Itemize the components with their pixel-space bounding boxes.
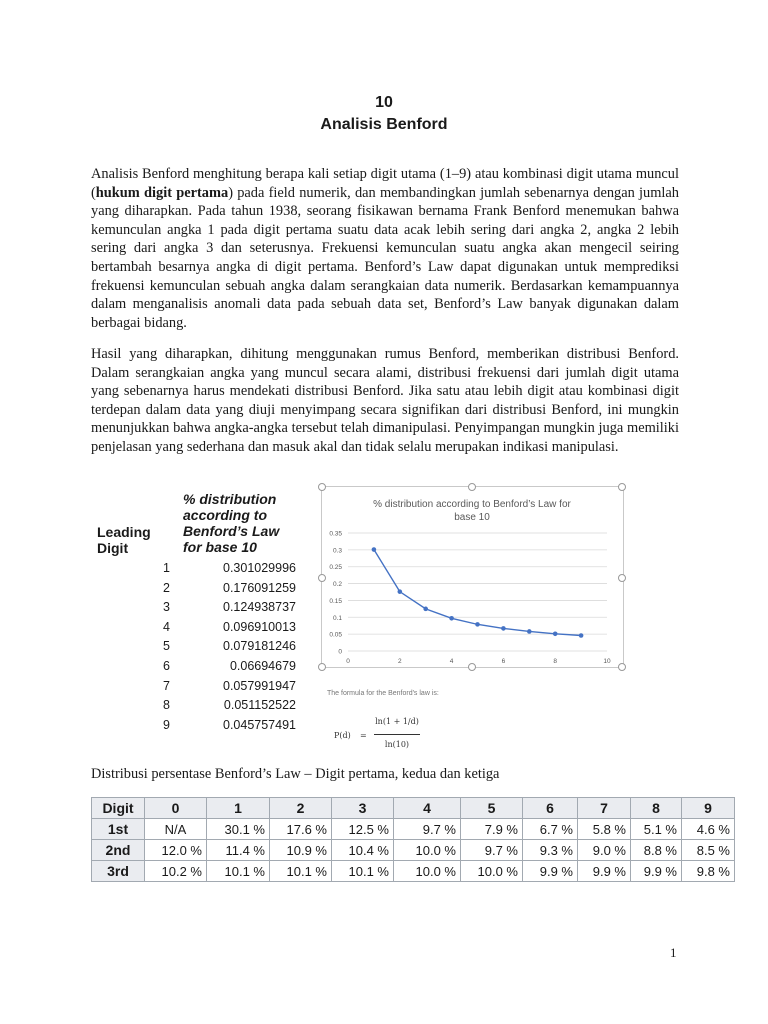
chart-title-line-1: % distribution according to Benford’s Law for <box>373 499 571 510</box>
data-point <box>423 607 428 612</box>
table-cell: 9.9 % <box>523 861 578 882</box>
table-header-row <box>92 798 735 819</box>
formula-caption: The formula for the Benford's law is: <box>327 690 439 697</box>
benford-probability: 0.096910013 <box>223 619 296 634</box>
row-label: 3rd <box>92 861 145 882</box>
data-point <box>475 622 480 627</box>
table-header-cell: 6 <box>523 798 578 819</box>
table-row <box>92 840 735 861</box>
leading-digit: 6 <box>163 659 170 673</box>
chart-resize-handle[interactable] <box>318 574 326 582</box>
page-number: 1 <box>670 945 677 960</box>
table-row <box>92 819 735 840</box>
y-tick-label: 0.35 <box>329 530 342 538</box>
leading-digit-header <box>97 524 151 556</box>
formula-denominator: ln(10) <box>384 740 410 749</box>
leading-digit: 3 <box>163 600 170 615</box>
distribution-header-line: according to <box>183 507 268 523</box>
table-header-cell: Digit <box>92 798 145 819</box>
benford-chart[interactable] <box>321 486 624 668</box>
table-cell: 12.5 % <box>332 819 394 840</box>
leading-digit-row <box>150 620 296 640</box>
leading-digit: 9 <box>163 717 170 732</box>
paragraph-expected: Hasil yang diharapkan, dihitung menggunakan rumus Benford, memberikan distribusi Benford. Dalam serangkaian angka yang muncul secara alami, distribusi frekuensi dari jumlah digit utama yang sebenarnya harus mendekati distribusi Benford. Jika satu atau lebih digit atau kombinasi digit terdepan dalam data yang diuji menyimpang secara signifikan dari distribusi Benford, ini mungkin menunjukkan bahwa angka-angka tersebut telah dimanipulasi. Penyimpangan mungkin juga memiliki penjelasan yang sederhana dan masuk akal dan tidak selalu merupakan indikasi manipulasi. <box>91 346 679 455</box>
formula-lhs: P(d) <box>334 731 351 740</box>
table-header-cell: 5 <box>461 798 523 819</box>
benford-probability: 0.124938737 <box>223 600 296 615</box>
leading-digit: 1 <box>163 561 170 575</box>
table-cell: 17.6 % <box>270 819 332 840</box>
leading-digit-row <box>150 639 296 659</box>
table-cell: 9.0 % <box>578 840 631 861</box>
table-header-cell: 9 <box>682 798 735 819</box>
table-cell: 9.3 % <box>523 840 578 861</box>
y-tick-label: 0 <box>338 648 342 656</box>
data-point <box>372 547 377 552</box>
leading-digit-row <box>150 659 296 679</box>
row-label: 1st <box>92 819 145 840</box>
table-cell: 9.7 % <box>394 819 461 840</box>
distribution-header-line: % distribution <box>183 491 277 507</box>
formula-equals: = <box>360 731 367 740</box>
benford-probability: 0.301029996 <box>223 561 296 575</box>
chapter-number: 10 <box>375 94 393 111</box>
leading-digit: 4 <box>163 619 170 634</box>
table-cell: 5.8 % <box>578 819 631 840</box>
leading-digit-row <box>150 718 296 738</box>
data-point <box>398 589 403 594</box>
benford-probability: 0.176091259 <box>223 580 296 595</box>
table-cell: 10.0 % <box>394 840 461 861</box>
chart-resize-handle[interactable] <box>318 483 326 491</box>
data-point <box>501 626 506 631</box>
x-tick-label: 8 <box>553 658 558 665</box>
digit-distribution-table <box>91 797 735 882</box>
table-cell: 10.1 % <box>332 861 394 882</box>
benford-probability: 0.06694679 <box>229 659 296 673</box>
data-point <box>527 629 532 634</box>
y-tick-label: 0.2 <box>332 581 342 589</box>
chart-resize-handle[interactable] <box>618 574 626 582</box>
leading-digit-row <box>150 698 296 718</box>
data-point <box>449 616 454 621</box>
table-cell: 10.0 % <box>461 861 523 882</box>
distribution-header-line: Benford’s Law <box>183 523 280 539</box>
table-header-cell: 1 <box>207 798 270 819</box>
chart-resize-handle[interactable] <box>468 663 476 671</box>
paragraph-intro <box>91 165 679 332</box>
table-cell: 5.1 % <box>631 819 682 840</box>
table-cell: 12.0 % <box>145 840 207 861</box>
x-tick-label: 10 <box>603 658 611 665</box>
formula-numerator: ln(1 + 1/d) <box>375 717 419 726</box>
x-tick-label: 4 <box>449 658 454 665</box>
data-point <box>553 632 558 637</box>
benford-probability: 0.051152522 <box>223 698 296 713</box>
para1-part2: ) pada field numerik, dan membandingkan jumlah sebenarnya dengan jumlah yang diharapkan. Pada tahun 1938, seorang fisikawan bernama Frank Benford menemukan bahwa kemunculan angka 1 pada digit pertama suatu data acak lebih sering dari angka 2, angka 2 lebih sering dari angka 3 dan seterusnya. Frekuensi kemunculan suatu angka akan mengecil seiring bertambah besarnya angka di digit pertama. Benford’s Law dapat digunakan untuk memprediksi frekuensi kemunculan sebuah angka dalam serangkaian data numerik. Berdasarkan kemampuannya dalam menganalisis anomali data pada sebuah data set, Benford’s Law banyak digunakan dalam berbagai bidang. <box>91 184 679 331</box>
chapter-title: Analisis Benford <box>320 116 448 133</box>
leading-digit: 7 <box>163 678 170 693</box>
chart-title-line-2: base 10 <box>454 512 490 523</box>
table-cell: 8.5 % <box>682 840 735 861</box>
benford-probability: 0.057991947 <box>223 678 296 693</box>
y-tick-label: 0.15 <box>329 597 342 605</box>
table-header-cell: 0 <box>145 798 207 819</box>
chart-resize-handle[interactable] <box>318 663 326 671</box>
chart-resize-handle[interactable] <box>618 483 626 491</box>
leading-digit-row <box>150 600 296 620</box>
leading-digit-row <box>150 581 296 601</box>
chart-resize-handle[interactable] <box>618 663 626 671</box>
table-cell: 4.6 % <box>682 819 735 840</box>
table-cell: 10.2 % <box>145 861 207 882</box>
benford-formula <box>334 710 424 760</box>
table-header-cell: 3 <box>332 798 394 819</box>
table-cell: N/A <box>145 819 207 840</box>
benford-probability: 0.079181246 <box>223 639 296 654</box>
leading-header-line: Leading <box>97 524 151 540</box>
distribution-header <box>183 491 279 555</box>
x-tick-label: 0 <box>346 658 350 665</box>
leading-digit: 2 <box>163 580 170 595</box>
table-cell: 6.7 % <box>523 819 578 840</box>
x-tick-label: 6 <box>501 658 506 665</box>
table-cell: 9.9 % <box>578 861 631 882</box>
table-cell: 8.8 % <box>631 840 682 861</box>
leading-header-line: Digit <box>97 540 129 556</box>
table-cell: 30.1 % <box>207 819 270 840</box>
y-tick-label: 0.3 <box>332 547 342 555</box>
table-cell: 9.9 % <box>631 861 682 882</box>
benford-chart-svg <box>322 487 623 667</box>
data-point <box>579 633 584 638</box>
benford-probability: 0.045757491 <box>223 717 296 732</box>
x-tick-label: 2 <box>397 658 402 665</box>
table-cell: 10.1 % <box>207 861 270 882</box>
para1-part1: Analisis Benford menghitung berapa kali setiap digit utama (1–9) atau kombinasi digit utama muncul ( <box>91 166 679 201</box>
leading-digit: 5 <box>163 639 170 654</box>
table-cell: 11.4 % <box>207 840 270 861</box>
y-tick-label: 0.1 <box>332 614 342 622</box>
table-cell: 10.9 % <box>270 840 332 861</box>
table-header-cell: 4 <box>394 798 461 819</box>
para1-bold-term: hukum digit pertama <box>95 184 229 201</box>
table-caption: Distribusi persentase Benford’s Law – Digit pertama, kedua dan ketiga <box>91 766 500 782</box>
table-cell: 10.4 % <box>332 840 394 861</box>
table-header-cell: 2 <box>270 798 332 819</box>
table-cell: 9.8 % <box>682 861 735 882</box>
leading-digit-row <box>150 679 296 699</box>
row-label: 2nd <box>92 840 145 861</box>
y-tick-label: 0.05 <box>329 631 342 639</box>
table-cell: 7.9 % <box>461 819 523 840</box>
table-row <box>92 861 735 882</box>
leading-digit-row <box>150 561 296 581</box>
chart-resize-handle[interactable] <box>468 483 476 491</box>
table-header-cell: 7 <box>578 798 631 819</box>
table-cell: 9.7 % <box>461 840 523 861</box>
distribution-header-line: for base 10 <box>183 539 257 555</box>
table-cell: 10.0 % <box>394 861 461 882</box>
table-header-cell: 8 <box>631 798 682 819</box>
leading-digit: 8 <box>163 698 170 713</box>
table-cell: 10.1 % <box>270 861 332 882</box>
y-tick-label: 0.25 <box>329 564 342 572</box>
